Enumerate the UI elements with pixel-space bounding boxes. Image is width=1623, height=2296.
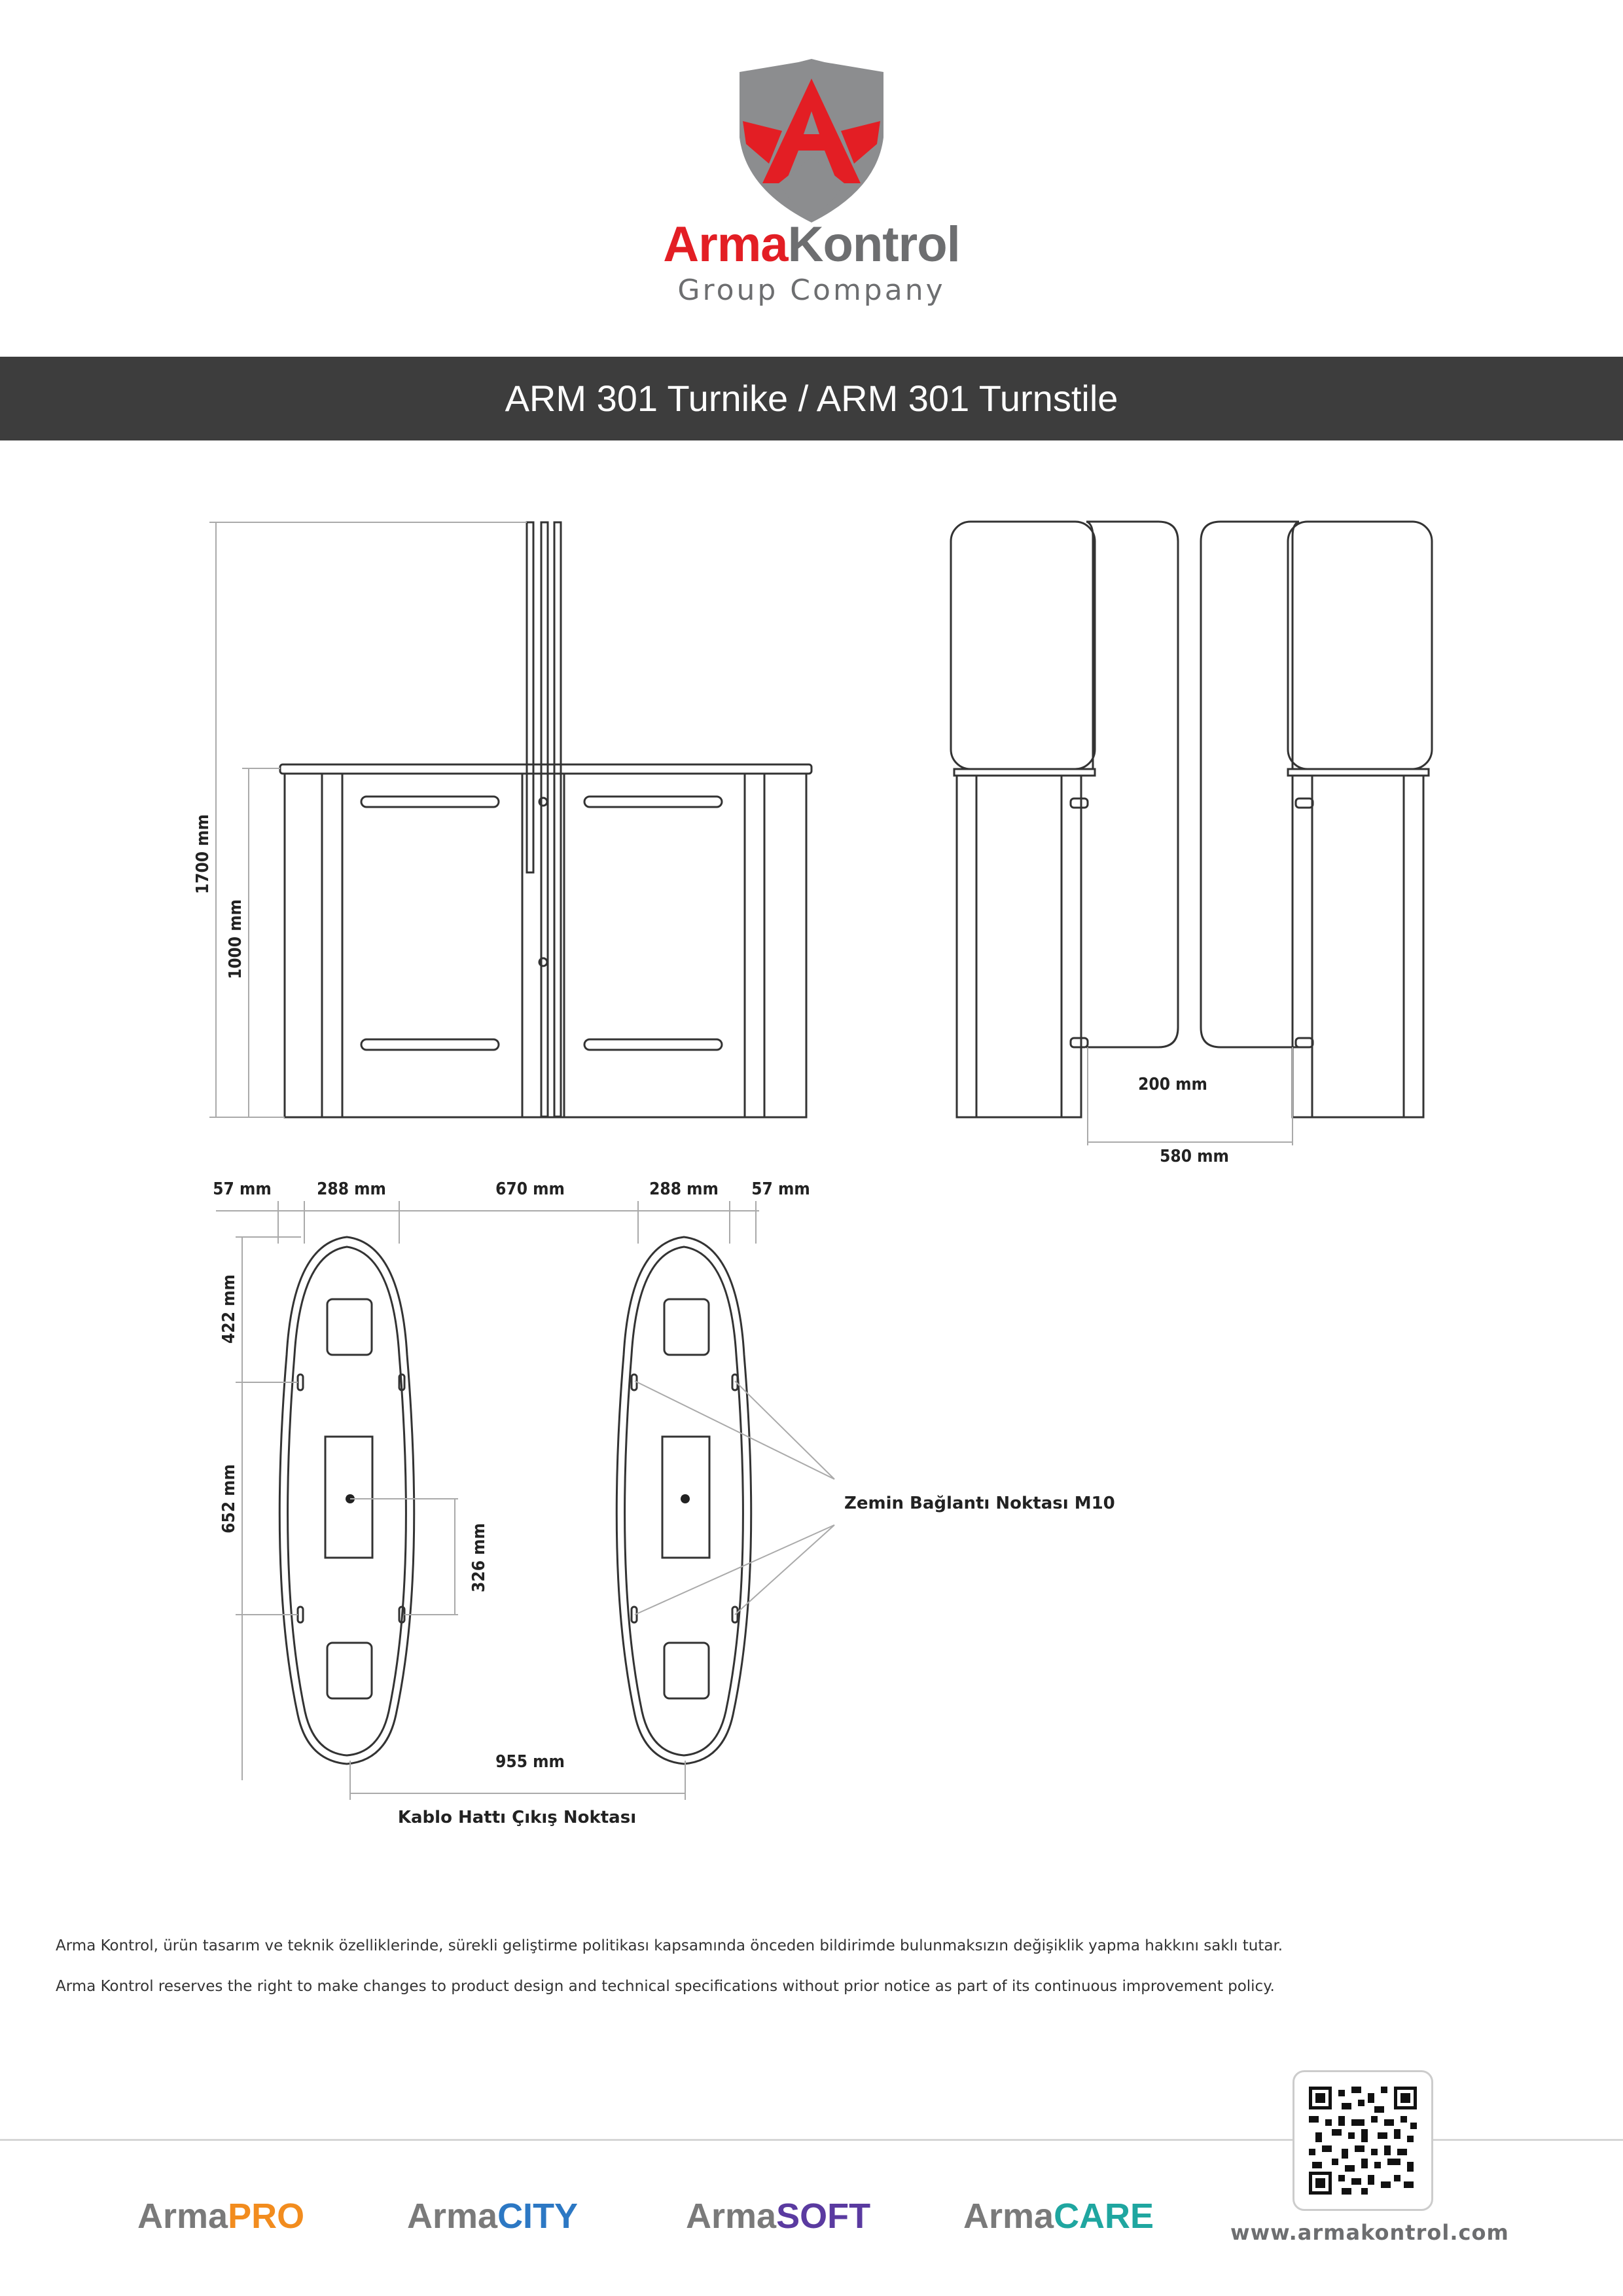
dim-288-right: 288 mm: [649, 1179, 719, 1199]
dim-288-left: 288 mm: [317, 1179, 386, 1199]
dim-422: 422 mm: [219, 1274, 239, 1344]
front-view: [280, 522, 812, 1117]
footer-brand-armapro: [137, 2196, 304, 2236]
qr-code: [1293, 2070, 1433, 2211]
side-view: [951, 522, 1432, 1117]
website-url: www.armakontrol.com: [1230, 2220, 1509, 2245]
dim-1700: 1700 mm: [193, 814, 213, 894]
footer-brand-armasoft: [686, 2196, 870, 2236]
brand-subtitle: Group Company: [677, 274, 946, 307]
technical-drawing: [0, 458, 1623, 1898]
brand-suffix: CITY: [497, 2197, 579, 2236]
brand-prefix: Arma: [137, 2197, 228, 2236]
note-turkish: Arma Kontrol, ürün tasarım ve teknik özelliklerinde, sürekli geliştirme politikası kapsamında önceden bildirimde bulunmaksızın değişiklik yapma hakkını saklı tutar.: [56, 1937, 1283, 1954]
header: [0, 0, 1623, 340]
brand-name-kontrol: Kontrol: [787, 217, 960, 272]
dim-57-left: 57 mm: [213, 1179, 272, 1199]
brand-prefix: Arma: [686, 2197, 777, 2236]
floor-anchor-label: Zemin Bağlantı Noktası M10: [844, 1494, 1115, 1513]
drawing-canvas: [0, 458, 1623, 1898]
dim-200: 200 mm: [1138, 1075, 1207, 1094]
page-title: ARM 301 Turnike / ARM 301 Turnstile: [505, 378, 1118, 419]
disclaimer-notes: [56, 1937, 1561, 2018]
dim-580: 580 mm: [1160, 1147, 1229, 1166]
note-english: Arma Kontrol reserves the right to make changes to product design and technical specifications without prior notice as part of its continuous improvement policy.: [56, 1978, 1275, 1995]
cable-exit-label: Kablo Hattı Çıkış Noktası: [397, 1808, 637, 1827]
brand-prefix: Arma: [407, 2197, 498, 2236]
dim-1000: 1000 mm: [226, 899, 245, 979]
dim-670: 670 mm: [495, 1179, 565, 1199]
brand-suffix: SOFT: [776, 2197, 871, 2236]
footer-brand-armacare: [963, 2196, 1154, 2236]
brand-prefix: Arma: [963, 2197, 1054, 2236]
dim-57-right: 57 mm: [751, 1179, 810, 1199]
brand-name: [661, 216, 962, 273]
dim-652: 652 mm: [219, 1464, 239, 1534]
shield-logo-icon: [733, 59, 890, 223]
brand-name-arma: Arma: [663, 217, 788, 272]
brand-suffix: CARE: [1054, 2197, 1154, 2236]
dim-326: 326 mm: [469, 1523, 489, 1592]
title-band: [0, 357, 1623, 440]
dim-955: 955 mm: [495, 1752, 565, 1772]
footer-brand-armacity: [407, 2196, 578, 2236]
brand-suffix: PRO: [228, 2197, 305, 2236]
qr-code-icon: [1309, 2087, 1417, 2195]
